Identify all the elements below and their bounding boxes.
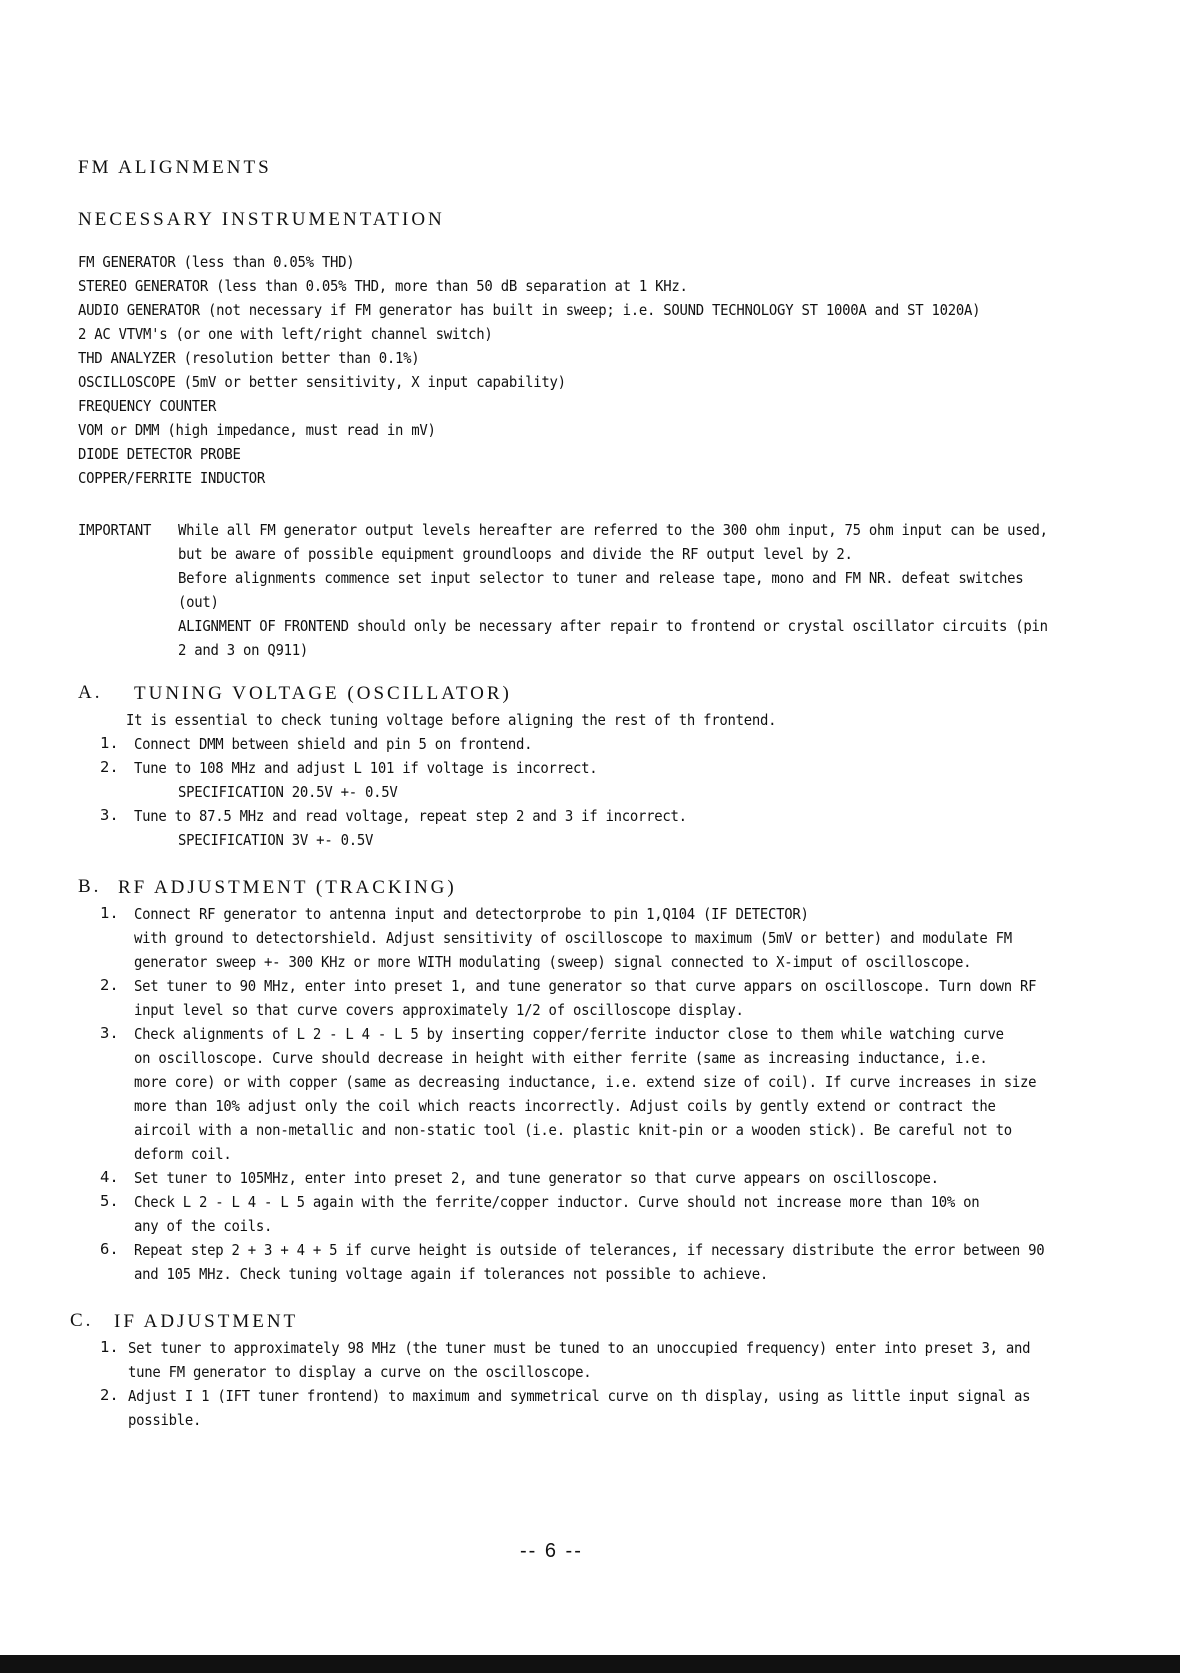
section-b-letter: B. [78,876,102,897]
scan-edge-bar [0,1655,1180,1673]
list-item: FM GENERATOR (less than 0.05% THD) [78,253,355,271]
step-text [134,902,1109,974]
list-item: AUDIO GENERATOR (not necessary if FM generator has built in sweep; i.e. SOUND TECHNOLOGY ST 1000A and ST 1020A) [78,301,981,319]
step-text [134,1022,1137,1166]
page-title: FM ALIGNMENTS [78,157,272,178]
step-line: Connect RF generator to antenna input and detectorprobe to pin 1,Q104 (IF DETECTOR) [134,905,809,923]
step-number: 3. [100,1024,119,1042]
step-line: tune FM generator to display a curve on the oscilloscope. [128,1363,592,1381]
step-text: Connect DMM between shield and pin 5 on frontend. [134,735,533,753]
list-item: DIODE DETECTOR PROBE [78,445,241,463]
instrumentation-list [78,250,1081,490]
step-line: aircoil with a non-metallic and non-static tool (i.e. plastic knit-pin or a wooden stick). Be careful not to [134,1121,1012,1139]
step-line: deform coil. [134,1145,232,1163]
section-a-title: TUNING VOLTAGE (OSCILLATOR) [134,683,512,704]
note-line: but be aware of possible equipment groundloops and divide the RF output level by 2. [178,545,853,563]
note-line: While all FM generator output levels hereafter are referred to the 300 ohm input, 75 ohm input can be used, [178,521,1048,539]
step-text [134,1166,1028,1190]
step-line: more core) or with copper (same as decreasing inductance, i.e. extend size of coil). If curve increases in size [134,1073,1037,1091]
step-text [128,1336,1131,1384]
instrumentation-heading: NECESSARY INSTRUMENTATION [78,209,445,230]
step-line: more than 10% adjust only the coil which reacts incorrectly. Adjust coils by gently extend or contract the [134,1097,996,1115]
list-item: COPPER/FERRITE INDUCTOR [78,469,265,487]
list-item: THD ANALYZER (resolution better than 0.1%) [78,349,420,367]
step-number: 1. [100,1338,119,1356]
list-item: FREQUENCY COUNTER [78,397,217,415]
step-line: Check alignments of L 2 - L 4 - L 5 by inserting copper/ferrite inductor close to them while watching curve [134,1025,1004,1043]
list-item: STEREO GENERATOR (less than 0.05% THD, more than 50 dB separation at 1 KHz. [78,277,688,295]
step-line: and 105 MHz. Check tuning voltage again if tolerances not possible to achieve. [134,1265,769,1283]
step-line: any of the coils. [134,1217,273,1235]
note-line: (out) [178,593,219,611]
step-line: Check L 2 - L 4 - L 5 again with the ferrite/copper inductor. Curve should not increase more than 10% on [134,1193,980,1211]
section-c-title: IF ADJUSTMENT [114,1311,299,1332]
step-number: 1. [100,904,119,922]
step-text: Tune to 108 MHz and adjust L 101 if voltage is incorrect. [134,759,598,777]
specification-line: SPECIFICATION 3V +- 0.5V [178,831,374,849]
step-text [134,1238,1146,1286]
section-c-letter: C. [70,1310,94,1331]
list-item: OSCILLOSCOPE (5mV or better sensitivity, X input capability) [78,373,566,391]
list-item: VOM or DMM (high impedance, must read in mV) [78,421,436,439]
step-line: possible. [128,1411,202,1429]
step-line: with ground to detectorshield. Adjust sensitivity of oscilloscope to maximum (5mV or better) and modulate FM [134,929,1012,947]
note-line: 2 and 3 on Q911) [178,641,309,659]
step-line: generator sweep +- 300 KHz or more WITH modulating (sweep) signal connected to X-imput of oscilloscope. [134,953,972,971]
step-number: 2. [100,1386,119,1404]
section-b-title: RF ADJUSTMENT (TRACKING) [118,877,457,898]
step-text: Tune to 87.5 MHz and read voltage, repeat step 2 and 3 if incorrect. [134,807,687,825]
list-item: 2 AC VTVM's (or one with left/right channel switch) [78,325,493,343]
step-line: Repeat step 2 + 3 + 4 + 5 if curve height is outside of telerances, if necessary distribute the error between 90 [134,1241,1045,1259]
section-a-intro: It is essential to check tuning voltage before aligning the rest of th frontend. [126,711,777,729]
step-text [134,974,1137,1022]
step-line: Set tuner to 90 MHz, enter into preset 1, and tune generator so that curve appars on oscilloscope. Turn down RF [134,977,1037,995]
important-label: IMPORTANT [78,521,152,539]
step-number: 2. [100,758,119,776]
step-line: Set tuner to 105MHz, enter into preset 2, and tune generator so that curve appears on oscilloscope. [134,1169,939,1187]
important-note [178,518,1144,662]
step-number: 3. [100,806,119,824]
step-line: on oscilloscope. Curve should decrease in height with either ferrite (same as increasing inductance, i.e. [134,1049,988,1067]
step-line: Adjust I 1 (IFT tuner frontend) to maximum and symmetrical curve on th display, using as little input signal as [128,1387,1031,1405]
page-number: -- 6 -- [520,1540,583,1562]
step-number: 2. [100,976,119,994]
step-number: 6. [100,1240,119,1258]
note-line: ALIGNMENT OF FRONTEND should only be necessary after repair to frontend or crystal oscillator circuits (pin [178,617,1048,635]
step-line: input level so that curve covers approximately 1/2 of oscilloscope display. [134,1001,744,1019]
note-line: Before alignments commence set input selector to tuner and release tape, mono and FM NR. defeat switches [178,569,1024,587]
step-text [134,1190,1073,1238]
section-a-letter: A. [78,682,103,703]
step-number: 4. [100,1168,119,1186]
step-number: 5. [100,1192,119,1210]
step-text [128,1384,1131,1432]
step-line: Set tuner to approximately 98 MHz (the tuner must be tuned to an unoccupied frequency) enter into preset 3, and [128,1339,1031,1357]
specification-line: SPECIFICATION 20.5V +- 0.5V [178,783,398,801]
step-number: 1. [100,734,119,752]
